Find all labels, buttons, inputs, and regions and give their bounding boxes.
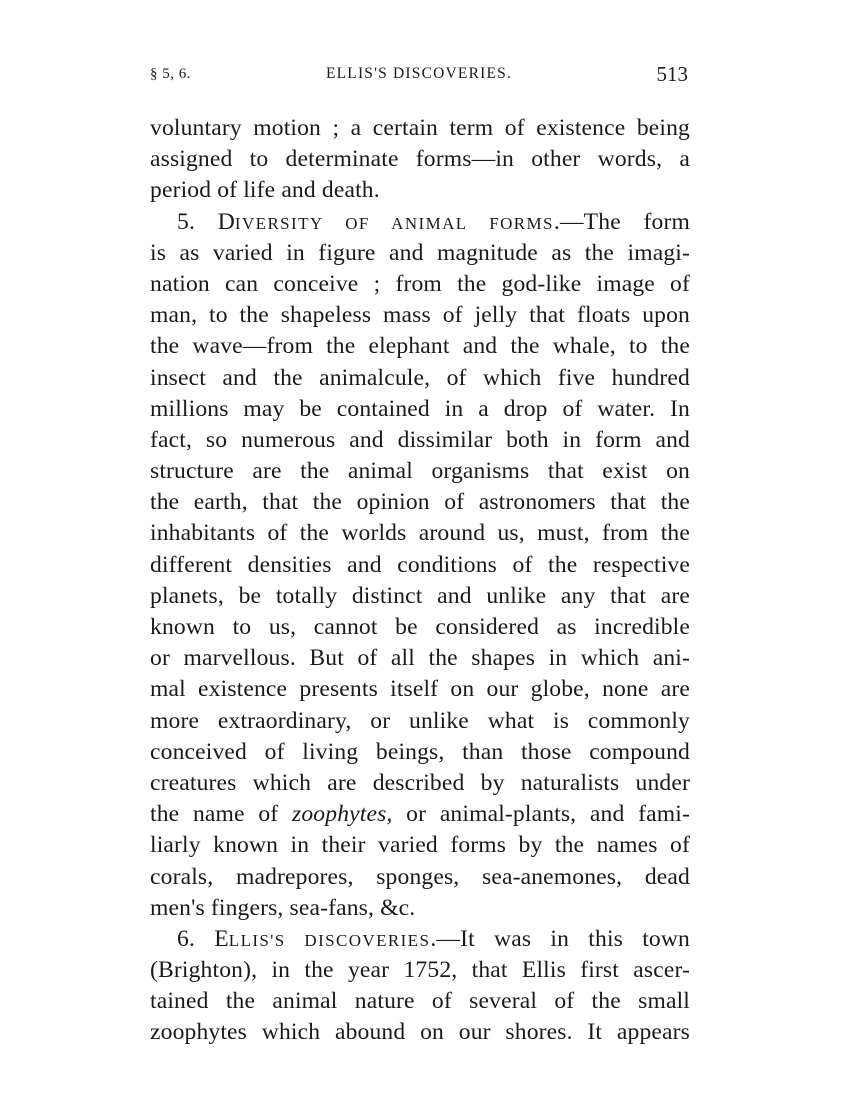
text-line: assigned to determinate forms—in other words, a: [150, 146, 690, 173]
text-line: different densities and conditions of the respective: [150, 551, 690, 578]
text-segment: 5.: [177, 208, 218, 235]
body-text: [150, 113, 690, 1049]
text-line: fact, so numerous and dissimilar both in form and: [150, 426, 690, 453]
text-line: nation can conceive ; from the god-like image of: [150, 270, 690, 297]
text-line: planets, be totally distinct and unlike any that are: [150, 582, 690, 609]
text-line: zoophytes which abound on our shores. It appears: [150, 1019, 690, 1046]
text-line: tained the animal nature of several of the small: [150, 988, 690, 1015]
small-caps-heading: E: [214, 925, 229, 952]
page-number: 513: [656, 62, 688, 86]
running-title: ELLIS'S DISCOVERIES.: [325, 65, 513, 82]
small-caps-heading: D: [217, 208, 235, 235]
text-segment: .—It was in this town: [430, 925, 690, 952]
text-line: mal existence presents itself on our globe, none are: [150, 676, 690, 703]
text-line: more extraordinary, or unlike what is commonly: [150, 707, 690, 734]
text-line: millions may be contained in a drop of water. In: [150, 395, 690, 422]
text-line: insect and the animalcule, of which five hundred: [150, 364, 690, 391]
text-line: [150, 799, 690, 830]
text-line: [150, 924, 690, 955]
text-line: liarly known in their varied forms by the names of: [150, 832, 690, 859]
text-line: conceived of living beings, than those compound: [150, 738, 690, 765]
section-reference: § 5, 6.: [150, 66, 191, 82]
text-segment: .—The form: [553, 208, 690, 235]
text-line: is as varied in figure and magnitude as the imagi-: [150, 239, 690, 266]
small-caps-heading: IVERSITY OF ANIMAL FORMS: [234, 213, 554, 233]
running-head: [150, 62, 688, 90]
text-segment: the name of: [150, 801, 293, 828]
text-line: period of life and death.: [150, 177, 380, 204]
text-segment: or animal-plants, and fami-: [392, 801, 690, 828]
text-line: the wave—from the elephant and the whale, to the: [150, 333, 690, 360]
text-line: man, to the shapeless mass of jelly that floats upon: [150, 302, 690, 329]
text-segment: 6.: [177, 925, 215, 952]
text-line: inhabitants of the worlds around us, must, from the: [150, 520, 690, 547]
text-line: known to us, cannot be considered as incredible: [150, 614, 690, 640]
text-line: voluntary motion ; a certain term of existence being: [150, 115, 690, 141]
text-line: structure are the animal organisms that exist on: [150, 458, 690, 485]
text-line: [150, 207, 690, 238]
italic-term: zoophytes,: [292, 801, 393, 828]
text-line: the earth, that the opinion of astronomers that the: [150, 489, 690, 516]
text-line: (Brighton), in the year 1752, that Ellis first ascer-: [150, 957, 690, 984]
text-line: creatures which are described by naturalists under: [150, 769, 690, 796]
text-line: corals, madrepores, sponges, sea-anemones, dead: [150, 863, 690, 890]
text-line: or marvellous. But of all the shapes in which ani-: [150, 645, 690, 672]
text-line: men's fingers, sea-fans, &c.: [150, 894, 416, 921]
small-caps-heading: LLIS'S DISCOVERIES: [228, 930, 431, 950]
